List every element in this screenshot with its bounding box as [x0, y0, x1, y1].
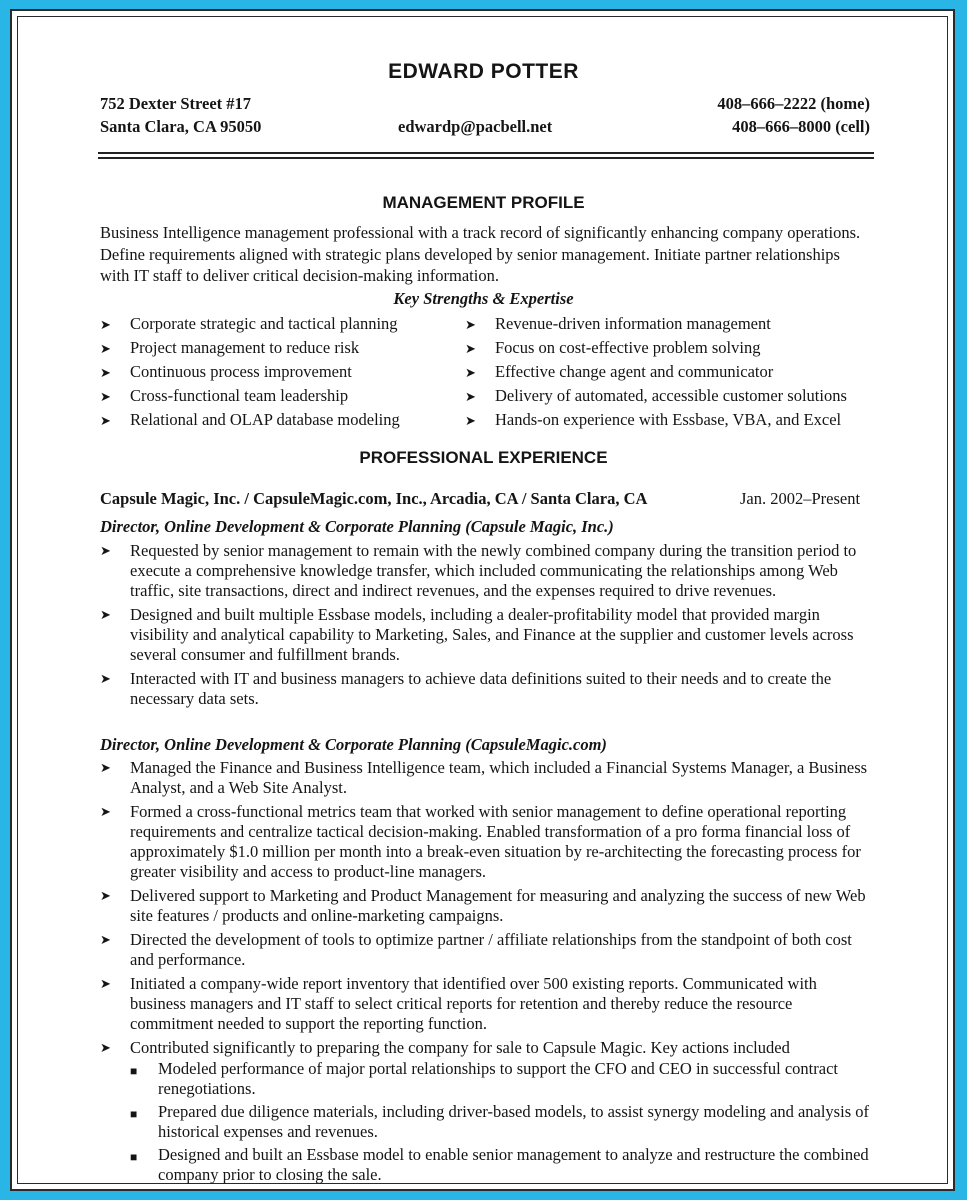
header-rule-top [98, 152, 874, 154]
arrowhead-bullet-icon: ➤ [465, 318, 476, 333]
list-item: ➤ Revenue-driven information management [465, 313, 847, 337]
list-item: ➤ Relational and OLAP database modeling [100, 409, 400, 433]
role-title-2: Director, Online Development & Corporate Planning (CapsuleMagic.com) [100, 735, 607, 754]
arrowhead-bullet-icon: ➤ [100, 761, 111, 776]
role-1-bullets [100, 541, 875, 709]
square-bullet-icon: ■ [130, 1150, 138, 1164]
list-item: ➤ Directed the development of tools to optimize partner / affiliate relationships from the standpoint of both cost and performance. [100, 930, 852, 969]
role-title-1: Director, Online Development & Corporate Planning (Capsule Magic, Inc.) [100, 517, 614, 536]
arrowhead-bullet-icon: ➤ [465, 366, 476, 381]
arrowhead-bullet-icon: ➤ [100, 414, 111, 429]
strengths-heading: Key Strengths & Expertise [393, 289, 574, 308]
arrowhead-bullet-icon: ➤ [100, 608, 111, 623]
list-item: ➤ Effective change agent and communicator [465, 361, 847, 385]
address-line-1: 752 Dexter Street #17 [100, 94, 252, 113]
list-item: ➤ Delivered support to Marketing and Product Management for measuring and analyzing the success of new Web site features / products and online-marketing campaigns. [100, 886, 866, 925]
sub-list-item: ■ Prepared due diligence materials, including driver-based models, to assist synergy modeling and analysis of historical expenses and revenues. [130, 1102, 869, 1141]
list-item: ➤ Continuous process improvement [100, 361, 400, 385]
employment-dates: Jan. 2002–Present [740, 489, 861, 508]
arrowhead-bullet-icon: ➤ [100, 805, 111, 820]
sub-list-item: ■ Modeled performance of major portal relationships to support the CFO and CEO in successful contract renegotiations. [130, 1059, 838, 1098]
arrowhead-bullet-icon: ➤ [100, 544, 111, 559]
list-item: ➤ Focus on cost-effective problem solving [465, 337, 847, 361]
experience-section-title: PROFESSIONAL EXPERIENCE [359, 448, 608, 467]
list-item: ➤ Delivery of automated, accessible customer solutions [465, 385, 847, 409]
arrowhead-bullet-icon: ➤ [100, 889, 111, 904]
arrowhead-bullet-icon: ➤ [100, 933, 111, 948]
role-2-bullets [100, 758, 875, 1185]
list-item: ➤ Requested by senior management to remain with the newly combined company during the transition period to execute a comprehensive knowledge transfer, which included communicating the relationships among Web traffic, site transactions, direct and indirect revenues, and the expenses required to drive revenues. [100, 541, 857, 600]
phone-home: 408–666–2222 (home) [717, 94, 870, 113]
header-rule-bottom [98, 157, 874, 159]
profile-section-title: MANAGEMENT PROFILE [382, 193, 585, 212]
profile-summary: Business Intelligence management professional with a track record of significantly enhancing company operations. Define requirements aligned with strategic plans developed by senior management. Initiate partner relationships with IT staff to deliver critical decision-making information. [100, 223, 861, 285]
list-item: ➤ Designed and built multiple Essbase models, including a dealer-profitability model that provided margin visibility and analytical capability to Marketing, Sales, and Finance at the supplier and customer levels across several consumer and fulfillment brands. [100, 605, 854, 664]
candidate-name: EDWARD POTTER [388, 60, 579, 83]
list-item: ➤ Cross-functional team leadership [100, 385, 400, 409]
list-item: ➤ Managed the Finance and Business Intelligence team, which included a Financial Systems Manager, a Business Analyst, and a Web Site Analyst. [100, 758, 868, 797]
list-item: ➤ Corporate strategic and tactical planning [100, 313, 400, 337]
list-item: ➤ Contributed significantly to preparing the company for sale to Capsule Magic. Key actions included [100, 1038, 790, 1057]
arrowhead-bullet-icon: ➤ [465, 414, 476, 429]
email-address[interactable]: edwardp@pacbell.net [398, 117, 553, 136]
arrowhead-bullet-icon: ➤ [100, 366, 111, 381]
list-item: ➤ Formed a cross-functional metrics team that worked with senior management to define operational reporting requirements and centralize tactical decision-making. Enabled transformation of a pro forma financial loss of approximately $1.0 million per month into a break-even situation by re-architecting the forecasting process for greater visibility and access to product-line managers. [100, 802, 861, 881]
arrowhead-bullet-icon: ➤ [100, 318, 111, 333]
strengths-left-list [100, 313, 400, 433]
square-bullet-icon: ■ [130, 1064, 138, 1078]
phone-cell: 408–666–8000 (cell) [732, 117, 870, 136]
company-name: Capsule Magic, Inc. / CapsuleMagic.com, Inc., Arcadia, CA / Santa Clara, CA [100, 489, 648, 508]
strengths-right-list [465, 313, 847, 433]
list-item: ➤ Hands-on experience with Essbase, VBA, and Excel [465, 409, 847, 433]
arrowhead-bullet-icon: ➤ [100, 977, 111, 992]
list-item: ➤ Initiated a company-wide report inventory that identified over 500 existing reports. Communicated with business managers and IT staff to select critical reports for retention and thereby reduce the resource commitment needed to support the reporting function. [100, 974, 817, 1033]
arrowhead-bullet-icon: ➤ [100, 342, 111, 357]
sub-list-item: ■ Designed and built an Essbase model to enable senior management to analyze and restructure the combined company prior to closing the sale. [130, 1145, 869, 1184]
arrowhead-bullet-icon: ➤ [100, 672, 111, 687]
list-item: ➤ Project management to reduce risk [100, 337, 400, 361]
square-bullet-icon: ■ [130, 1107, 138, 1121]
address-line-2: Santa Clara, CA 95050 [100, 117, 262, 136]
arrowhead-bullet-icon: ➤ [465, 390, 476, 405]
arrowhead-bullet-icon: ➤ [465, 342, 476, 357]
arrowhead-bullet-icon: ➤ [100, 390, 111, 405]
list-item: ➤ Interacted with IT and business managers to achieve data definitions suited to their needs and to create the necessary data sets. [100, 669, 832, 708]
arrowhead-bullet-icon: ➤ [100, 1041, 111, 1056]
